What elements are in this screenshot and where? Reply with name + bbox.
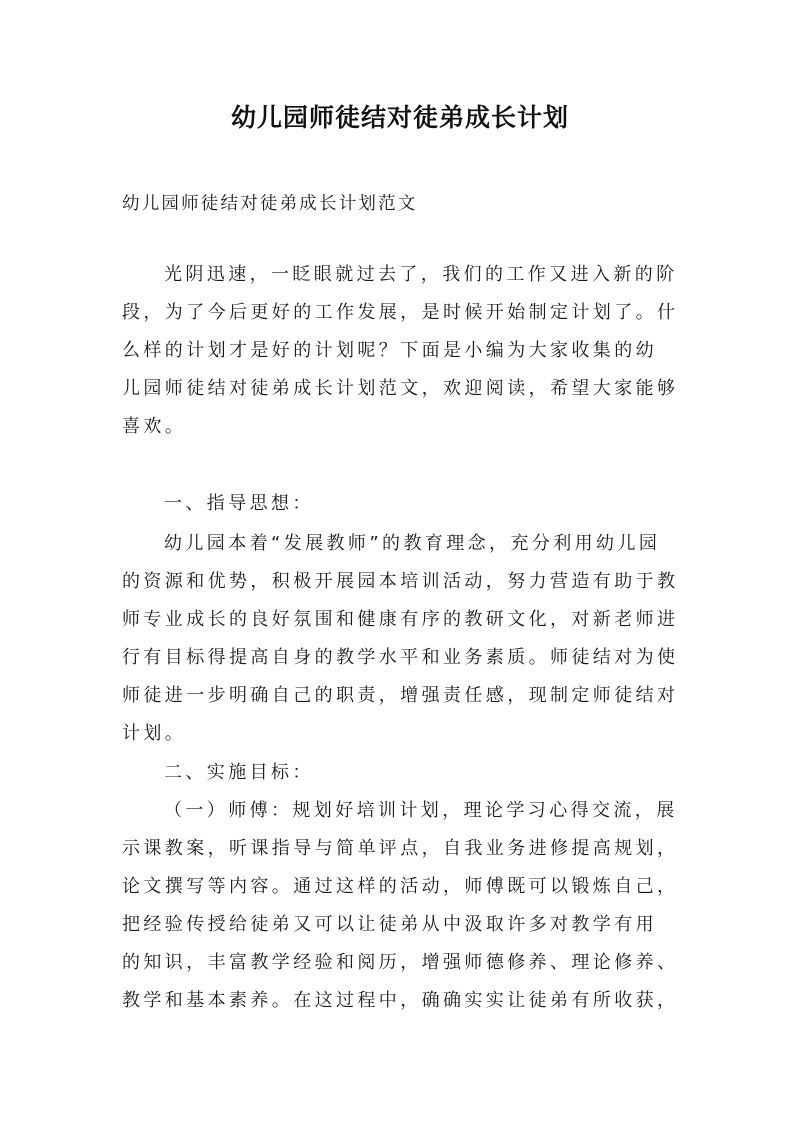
paragraph-line: （一）师傅：规划好培训计划，理论学习心得交流，展 (164, 800, 678, 821)
paragraph-line: 段，为了今后更好的工作发展，是时候开始制定计划了。什 (122, 302, 679, 323)
paragraph-line: 示课教案，听课指导与简单评点，自我业务进修提高规划， (122, 838, 679, 859)
paragraph-line: 师徒进一步明确自己的职责，增强责任感，现制定师徒结对 (122, 685, 679, 706)
section-paragraph-goals (122, 792, 682, 1020)
document-title: 幼儿园师徒结对徒弟成长计划 (230, 103, 569, 132)
paragraph-line: 计划。 (122, 723, 187, 744)
paragraph-line: 把经验传授给徒弟又可以让徒弟从中汲取许多对教学有用 (122, 914, 657, 935)
paragraph-line: 行有目标得提高自身的教学水平和业务素质。师徒结对为使 (122, 647, 679, 668)
paragraph-line: 么样的计划才是好的计划呢？下面是小编为大家收集的幼 (122, 340, 657, 361)
section-heading: 二、实施目标： (164, 762, 314, 783)
intro-paragraph (122, 256, 682, 446)
paragraph-line: 儿园师徒结对徒弟成长计划范文，欢迎阅读，希望大家能够 (122, 378, 679, 399)
section-heading: 一、指导思想： (164, 493, 314, 514)
section-paragraph-guiding-ideology (122, 525, 682, 753)
paragraph-line: 幼儿园本着“发展教师”的教育理念，充分利用幼儿园 (164, 533, 661, 554)
section-heading-guiding-ideology (122, 485, 682, 523)
paragraph-line: 的资源和优势，积极开展园本培训活动，努力营造有助于教 (122, 571, 679, 592)
paragraph-line: 论文撰写等内容。通过这样的活动，师傅既可以锻炼自己， (122, 876, 679, 897)
paragraph-line: 喜欢。 (122, 416, 187, 437)
paragraph-line: 的知识，丰富教学经验和阅历，增强师德修养、理论修养、 (122, 952, 679, 973)
paragraph-line: 教学和基本素养。在这过程中，确确实实让徒弟有所收获， (122, 990, 679, 1011)
document-subtitle: 幼儿园师徒结对徒弟成长计划范文 (122, 194, 418, 214)
section-heading-goals (122, 754, 682, 792)
paragraph-line: 光阴迅速，一眨眼就过去了，我们的工作又进入新的阶 (164, 264, 678, 285)
paragraph-line: 师专业成长的良好氛围和健康有序的教研文化，对新老师进 (122, 609, 679, 630)
